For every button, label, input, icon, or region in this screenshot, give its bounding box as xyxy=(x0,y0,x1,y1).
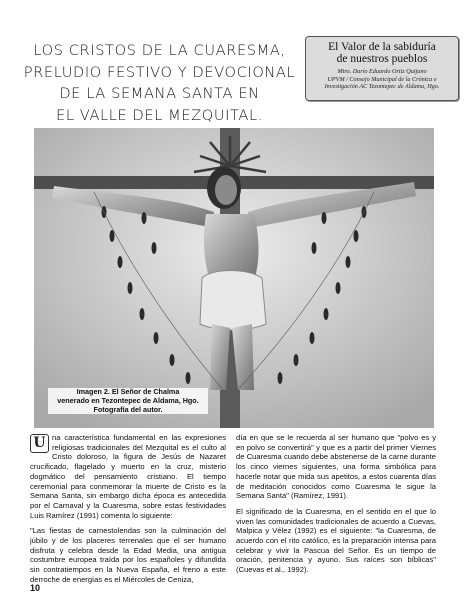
column-name-line: El Valor de la sabiduría xyxy=(328,41,436,53)
title-line: PRELUDIO FESTIVO Y DEVOCIONAL xyxy=(23,63,296,81)
column-name-line: de nuestros pueblos xyxy=(336,53,428,65)
title-line: LOS CRISTOS DE LA CUARESMA, xyxy=(33,42,286,59)
drop-cap: U xyxy=(30,434,49,453)
column-author xyxy=(310,68,454,91)
author-line: UPVM / Consejo Municipal de la Crónica e xyxy=(327,75,437,83)
loincloth xyxy=(200,271,266,331)
title-line: DE LA SEMANA SANTA EN xyxy=(59,85,260,102)
crucifix-illustration xyxy=(34,128,434,428)
caption-line: Fotografía del autor. xyxy=(93,404,163,414)
body-column-right xyxy=(236,433,436,581)
paragraph-text: na característica fundamental en las expresiones religiosas tradicionales del Mezquital es el culto al Cristo doloroso, la figura de Jesús de Nazaret crucificado, flagelado y muerto en la cruz, misterio dogmático del pensamiento cristiano. El tiempo ceremonial para conmemorar la muerte de Cristo es la Semana Santa, sin embargo dicha época es antecedida por el Carnaval y la Cuaresma, sobre estas festividades Luis Ramírez (1991) comenta lo siguiente: xyxy=(30,433,226,520)
page-number: 10 xyxy=(30,583,41,593)
column-name xyxy=(306,41,458,65)
caption-line: venerado en Tezontepec de Aldama, Hgo. xyxy=(57,395,199,405)
author-line: Mtro. Darío Eduardo Ortiz Quijano xyxy=(337,68,427,75)
crucifix-photo xyxy=(34,128,434,428)
body-paragraph: El significado de la Cuaresma, en el sentido en el que lo viven las comunidades tradicionales de acuerdo a Cuevas, Malpica y Vélez (1992) es el siguiente: "la Cuaresma, de acuerdo con el rito católico, es la preparación intensa para celebrar y vivir la Pascua del Señor. Es un tiempo de oración, penitencia y ayuno. Sus raíces son bíblicas" (Cuevas et al., 1992). xyxy=(236,506,436,575)
column-header-box xyxy=(305,36,459,101)
article-title xyxy=(22,40,297,126)
image-caption xyxy=(48,388,208,414)
caption-line: Imagen 2. El Señor de Chalma xyxy=(76,387,180,396)
body-paragraph: día en que se le recuerda al ser humano que "polvo es y en polvo se convertirá" y que es a partir del primer Viernes de Cuaresma cuando debe abstenerse de la carne durante los cinco viernes siguientes, una forma simbólica para hacerle notar que mida sus apetitos, a estos cuarenta días de meditación conocidos como Cuaresma le sigue la Semana Santa" (Ramírez, 1991). xyxy=(236,433,436,501)
body-column-left xyxy=(30,433,226,591)
body-paragraph: "Las fiestas de carnestolendas son la culminación del júbilo y de los placeres terrenales que el ser humano disfruta y celebra desde la Edad Media, una antigua costumbre europea traída por los españoles y difundida sin contratiempos en la Nueva España, el freno a este derroche de energías es el Miércoles de Ceniza, xyxy=(30,526,226,584)
face xyxy=(215,175,237,205)
body-paragraph xyxy=(30,433,226,520)
title-line: EL VALLE DEL MEZQUITAL. xyxy=(56,106,263,124)
author-line: Investigación AC Tezontepec de Aldama, Hgo. xyxy=(324,83,440,91)
